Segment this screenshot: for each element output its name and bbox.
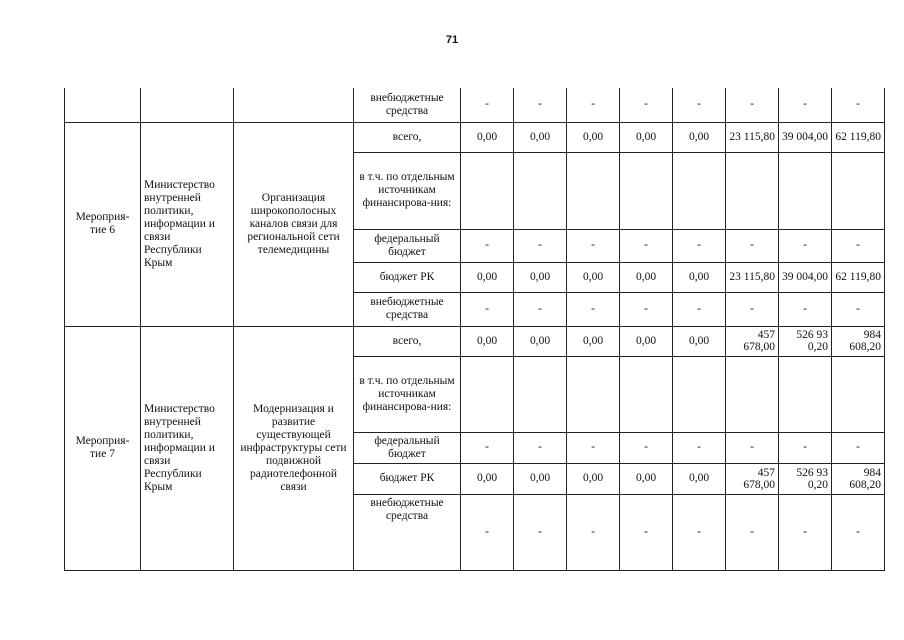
row-label: всего, [354,122,461,152]
value-cell: 62 119,80 [832,262,885,292]
table-row: внебюджетные средства - - - - - - - - [65,494,885,570]
table-row: федеральный бюджет - - - - - - - - [65,229,885,262]
value-cell: 39 004,00 [779,262,832,292]
value-cell: 39 004,00 [779,122,832,152]
row-label: всего, [354,326,461,356]
row-label: внебюджетные средства [354,292,461,326]
value-cell: 526 93 0,20 [779,326,832,356]
table-row: бюджет РК 0,00 0,00 0,00 0,00 0,00 457 678,00 526 93 0,20 984 608,20 [65,463,885,494]
row-label: бюджет РК [354,262,461,292]
row-label: внебюджетные средства [354,494,461,570]
value-cell: 23 115,80 [726,122,779,152]
measure-name: Организация широкополосных каналов связи для региональной сети телемедицины [234,122,354,326]
measure-label: Мероприя-тие 6 [65,122,141,326]
value-cell: 457 678,00 [726,463,779,494]
table-row: Мероприя-тие 6 Министерство внутренней политики, информации и связи Республики Крым Организация широкополосных каналов связи для региональной сети телемедицины всего, 0,00 0,00 0,00 0,00 0,00 23 115,80 39 004,00 62 119,80 [65,122,885,152]
table-row: бюджет РК 0,00 0,00 0,00 0,00 0,00 23 115,80 39 004,00 62 119,80 [65,262,885,292]
table-row: Мероприя-тие 7 Министерство внутренней политики, информации и связи Республики Крым Модернизация и развитие существующей инфраструктуры сети подвижной радиотелефонной связи всего, 0,00 0,00 0,00 0,00 0,00 457 678,00 526 93 0,20 984 608,20 [65,326,885,356]
row-label: федеральный бюджет [354,229,461,262]
value-cell: 62 119,80 [832,122,885,152]
page-number: 71 [445,34,459,46]
value-cell: 984 608,20 [832,463,885,494]
measure-executor: Министерство внутренней политики, информации и связи Республики Крым [141,122,234,326]
table-row: внебюджетные средства - - - - - - - - [65,292,885,326]
row-label: федеральный бюджет [354,432,461,463]
row-label: внебюджетные средства [354,88,461,122]
value-cell: 984 608,20 [832,326,885,356]
measure-executor: Министерство внутренней политики, информации и связи Республики Крым [141,326,234,570]
measure-name: Модернизация и развитие существующей инфраструктуры сети подвижной радиотелефонной связи [234,326,354,570]
funding-table [64,88,885,571]
table-row: внебюджетные средства - - - - - - - - [65,88,885,122]
table-row: федеральный бюджет - - - - - - - - [65,432,885,463]
value-cell: 526 93 0,20 [779,463,832,494]
value-cell: 23 115,80 [726,262,779,292]
row-label: в т.ч. по отдельным источникам финансирова-ния: [354,356,461,432]
row-label: бюджет РК [354,463,461,494]
value-cell: 457 678,00 [726,326,779,356]
measure-label: Мероприя-тие 7 [65,326,141,570]
row-label: в т.ч. по отдельным источникам финансирова-ния: [354,152,461,229]
